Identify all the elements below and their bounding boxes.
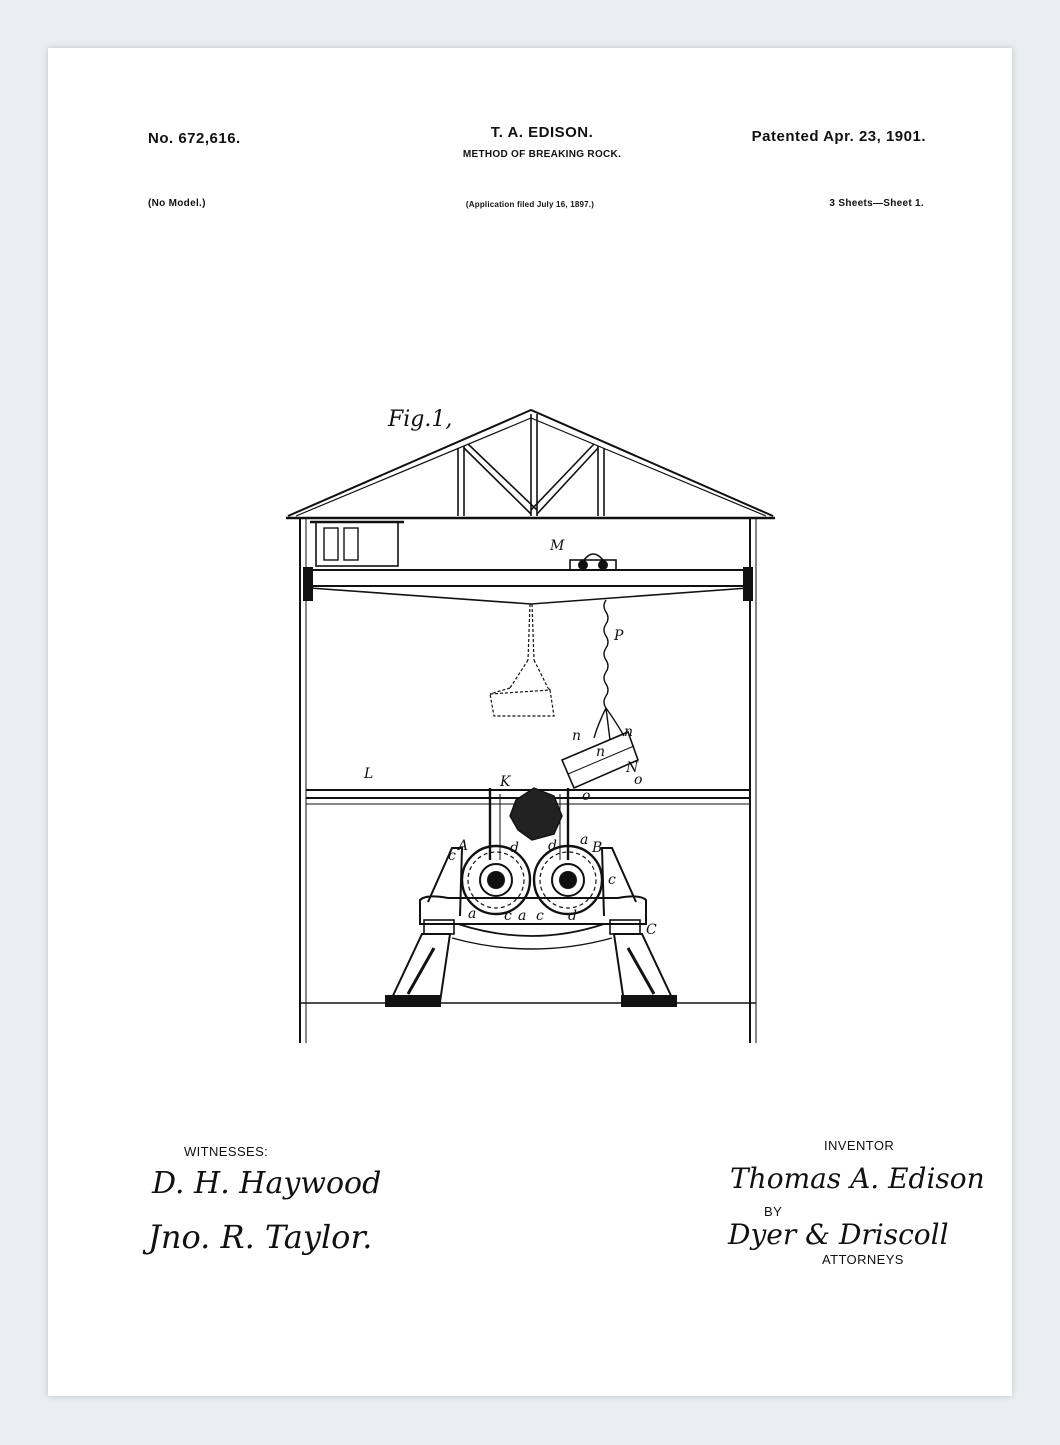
label-a1: a [580, 832, 589, 848]
roof-truss [458, 414, 604, 516]
label-d2: d [548, 838, 557, 854]
patent-date: Patented Apr. 23, 1901. [751, 128, 926, 145]
right-chain-p [594, 600, 624, 740]
model-note: (No Model.) [148, 198, 206, 209]
label-n1: n [572, 728, 582, 744]
machine-legs [386, 934, 676, 1006]
label-m: M [550, 538, 565, 554]
label-k: K [500, 774, 511, 790]
attorneys-label: ATTORNEYS [822, 1252, 904, 1267]
patent-sheet [48, 48, 1012, 1396]
label-c2: c [608, 872, 616, 888]
sheet-note: 3 Sheets—Sheet 1. [829, 198, 924, 209]
inventor-name: T. A. EDISON. [490, 124, 594, 141]
label-d1: d [510, 840, 519, 856]
witness-signature-1: D. H. Haywood [152, 1166, 382, 1201]
trolley-m [570, 554, 616, 570]
label-n3: n [596, 744, 606, 760]
inventor-label: INVENTOR [824, 1138, 895, 1153]
label-c4: c [536, 908, 544, 924]
label-a3: a [518, 908, 527, 924]
witness-signature-2: Jno. R. Taylor. [148, 1218, 373, 1256]
crane-cab [310, 522, 404, 566]
by-label: BY [764, 1204, 783, 1219]
figure-label: Fig.1, [388, 407, 453, 432]
label-b-upper: B [592, 840, 603, 856]
label-a2: a [468, 906, 477, 922]
attorney-signature: Dyer & Driscoll [728, 1218, 949, 1251]
label-d3: d [568, 908, 577, 924]
patent-number: No. 672,616. [148, 130, 241, 147]
label-o2: o [582, 788, 591, 804]
label-a-upper: A [458, 838, 469, 854]
label-c1: c [448, 848, 456, 864]
left-chain-bucket [490, 604, 554, 716]
witnesses-label: WITNESSES: [184, 1144, 269, 1159]
patent-title: METHOD OF BREAKING ROCK. [462, 149, 622, 160]
label-l: L [364, 766, 374, 782]
application-note: (Application filed July 16, 1897.) [465, 200, 595, 209]
label-n2: n [624, 724, 634, 740]
inventor-signature: Thomas A. Edison [730, 1162, 985, 1195]
crane-beam [304, 568, 752, 604]
label-n-upper: N [626, 760, 639, 776]
label-o1: o [634, 772, 643, 788]
label-c3: c [504, 908, 512, 924]
crushing-rolls [462, 846, 602, 914]
label-p: P [614, 628, 624, 644]
rock [510, 788, 562, 840]
label-c-upper: C [646, 922, 657, 938]
